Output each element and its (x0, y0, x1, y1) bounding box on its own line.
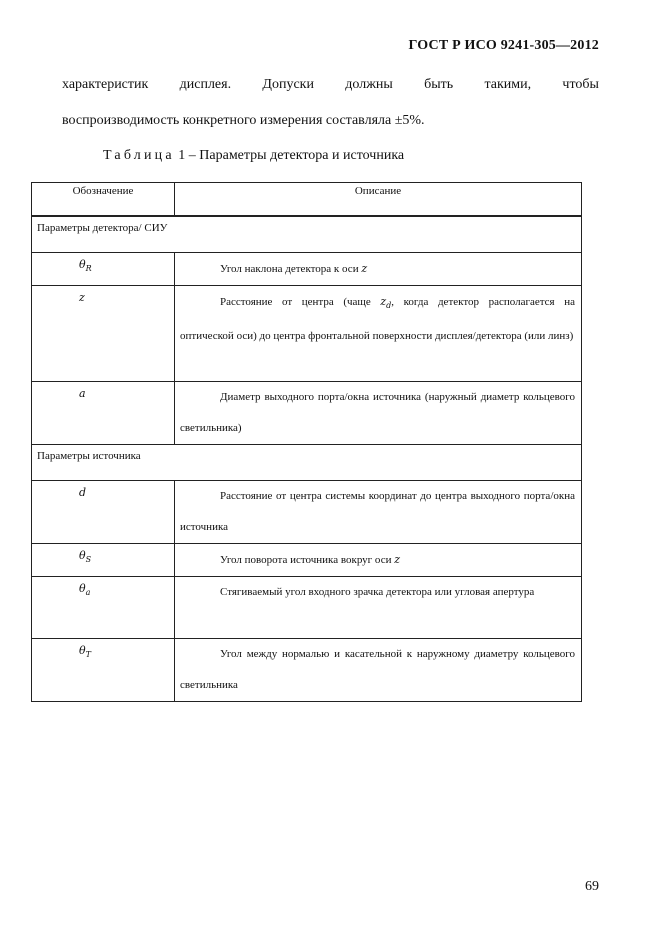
word: должны (345, 77, 393, 92)
description: Расстояние от центра системы координат до центра выходного порта/окна источника (175, 481, 582, 544)
symbol: z (32, 286, 175, 382)
symbol: $\theta_a$ (32, 577, 175, 639)
word: быть (424, 77, 454, 92)
word: дисплея. (179, 77, 232, 92)
symbol: d (32, 481, 175, 544)
table-row (32, 639, 582, 702)
table-row (32, 382, 582, 445)
symbol: a (32, 382, 175, 445)
parameters-table (31, 182, 582, 702)
table-caption (103, 148, 404, 164)
description: Расстояние от центра (чаще $z_d$, когда детектор располагается на оптической оси) до центра фронтальной поверхности дисплея/детектора (или линз) (175, 286, 582, 382)
section-source: Параметры источника (32, 445, 582, 481)
word: такими, (484, 77, 532, 92)
section-row (32, 445, 582, 481)
header-designation: Обозначение (32, 183, 175, 217)
body-text-line-1 (62, 77, 599, 93)
description: Диаметр выходного порта/окна источника (наружный диаметр кольцевого светильника) (175, 382, 582, 445)
table-row (32, 286, 582, 382)
symbol: $\theta_S$ (32, 544, 175, 577)
description: Угол поворота источника вокруг оси z (175, 544, 582, 577)
caption-number: 1 (178, 148, 186, 163)
page-number: 69 (585, 879, 599, 894)
description: Угол наклона детектора к оси z (175, 253, 582, 286)
symbol: $\theta_T$ (32, 639, 175, 702)
table-row (32, 481, 582, 544)
word: чтобы (562, 77, 599, 92)
symbol: $\theta_R$ (32, 253, 175, 286)
table-row (32, 544, 582, 577)
section-row (32, 216, 582, 253)
caption-title: – Параметры детектора и источника (188, 148, 405, 163)
description: Стягиваемый угол входного зрачка детектора или угловая апертура (175, 577, 582, 639)
document-header: ГОСТ Р ИСО 9241-305—2012 (408, 38, 599, 53)
header-description: Описание (175, 183, 582, 217)
word: Допуски (262, 77, 314, 92)
table-row (32, 577, 582, 639)
description: Угол между нормалью и касательной к наружному диаметру кольцевого светильника (175, 639, 582, 702)
word: характеристик (62, 77, 149, 92)
table-row (32, 253, 582, 286)
caption-label: Таблица (103, 148, 175, 163)
section-detector: Параметры детектора/ СИУ (32, 216, 582, 253)
table-header-row (32, 183, 582, 217)
body-text-line-2: воспроизводимость конкретного измерения составляла ±5%. (62, 113, 425, 128)
